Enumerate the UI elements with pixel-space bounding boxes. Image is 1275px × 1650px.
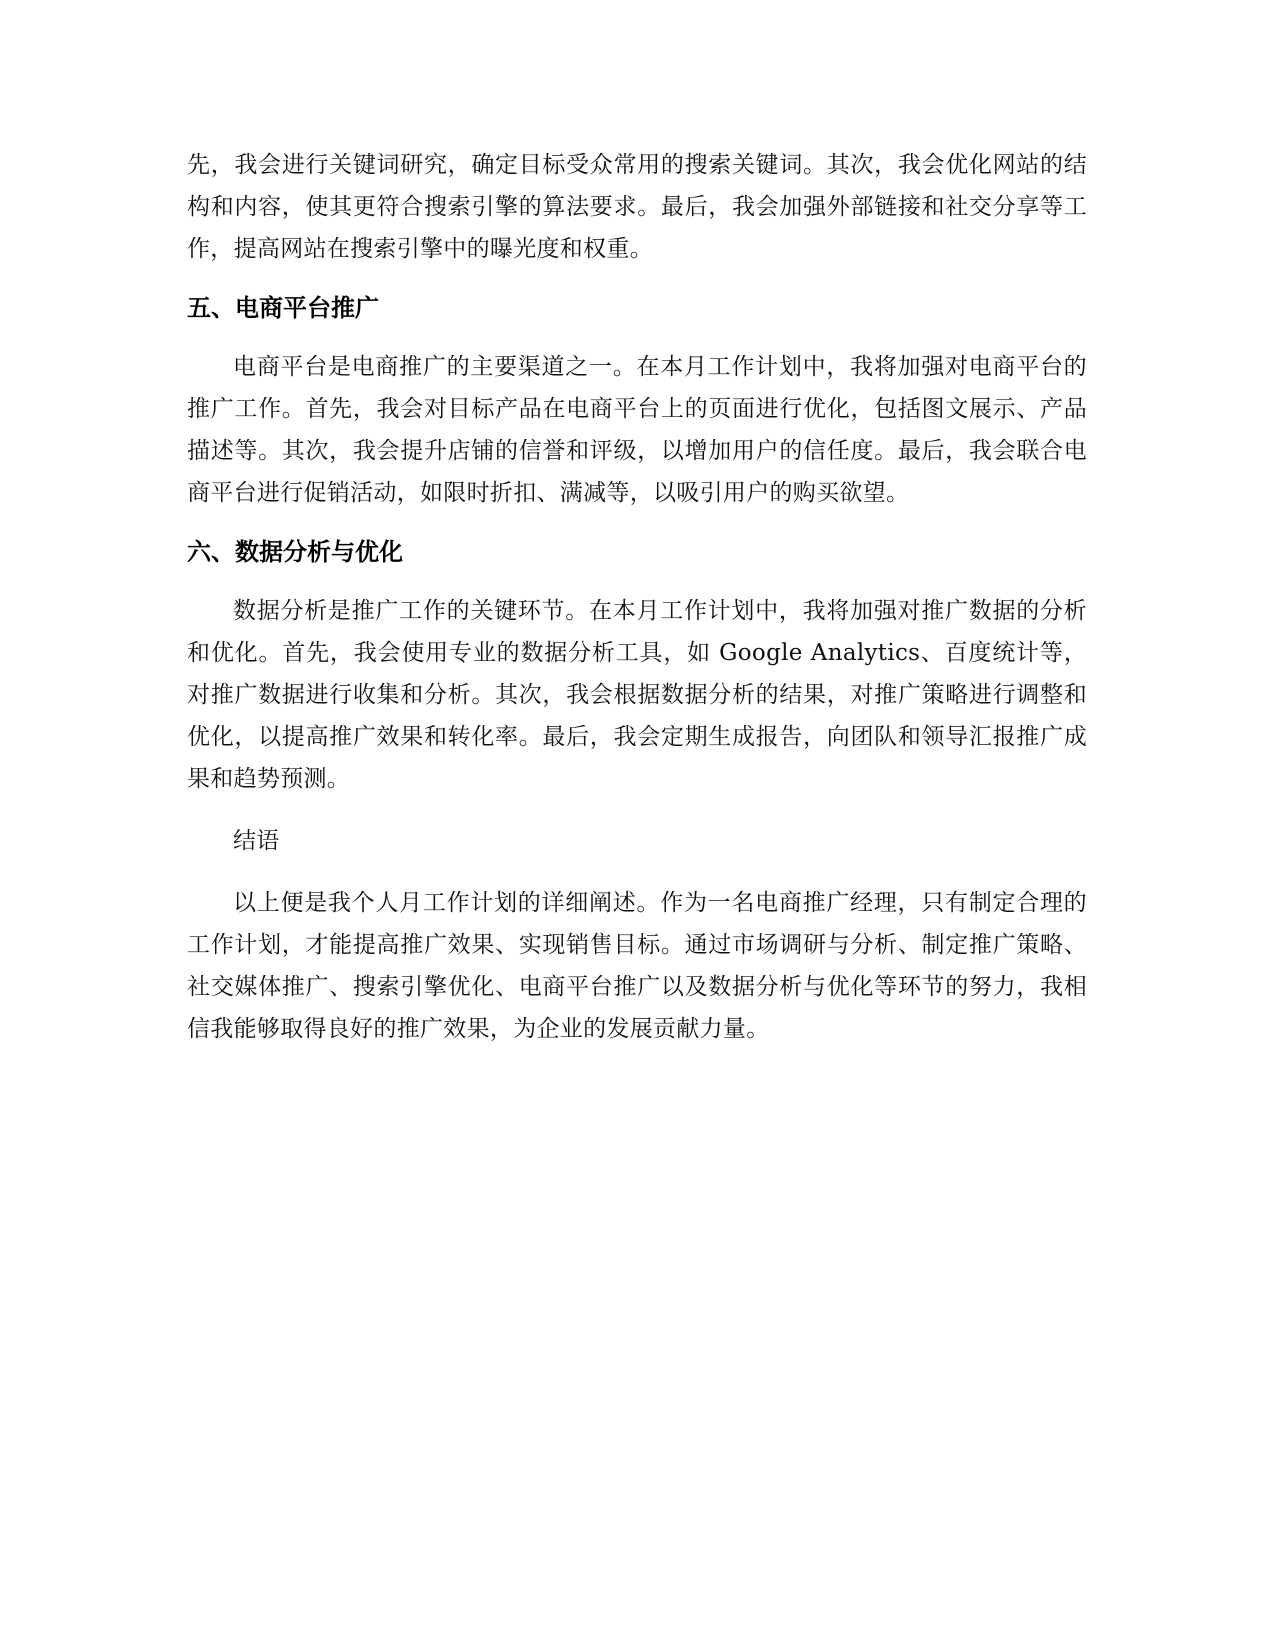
section-paragraph-ecommerce-platform: 电商平台是电商推广的主要渠道之一。在本月工作计划中，我将加强对电商平台的推广工作。首先，我会对目标产品在电商平台上的页面进行优化，包括图文展示、产品描述等。其次，我会提升店铺的信誉和评级，以增加用户的信任度。最后，我会联合电商平台进行促销活动，如限时折扣、满减等，以吸引用户的购买欲望。 <box>187 354 1087 506</box>
section-heading-ecommerce-platform: 五、电商平台推广 <box>187 294 379 322</box>
closing-paragraph: 以上便是我个人月工作计划的详细阐述。作为一名电商推广经理，只有制定合理的工作计划，才能提高推广效果、实现销售目标。通过市场调研与分析、制定推广策略、社交媒体推广、搜索引擎优化、电商平台推广以及数据分析与优化等环节的努力，我相信我能够取得良好的推广效果，为企业的发展贡献力量。 <box>187 890 1087 1042</box>
section-heading-data-analysis: 六、数据分析与优化 <box>187 538 403 566</box>
closing-heading: 结语 <box>233 828 280 854</box>
document-page <box>187 144 1087 1050</box>
section-paragraph-data-analysis: 数据分析是推广工作的关键环节。在本月工作计划中，我将加强对推广数据的分析和优化。首先，我会使用专业的数据分析工具，如 Google Analytics、百度统计等，对推广数据进行收集和分析。其次，我会根据数据分析的结果，对推广策略进行调整和优化，以提高推广效果和转化率。最后，我会定期生成报告，向团队和领导汇报推广成果和趋势预测。 <box>187 598 1087 792</box>
intro-paragraph: 先，我会进行关键词研究，确定目标受众常用的搜索关键词。其次，我会优化网站的结构和内容，使其更符合搜索引擎的算法要求。最后，我会加强外部链接和社交分享等工作，提高网站在搜索引擎中的曝光度和权重。 <box>187 152 1087 262</box>
